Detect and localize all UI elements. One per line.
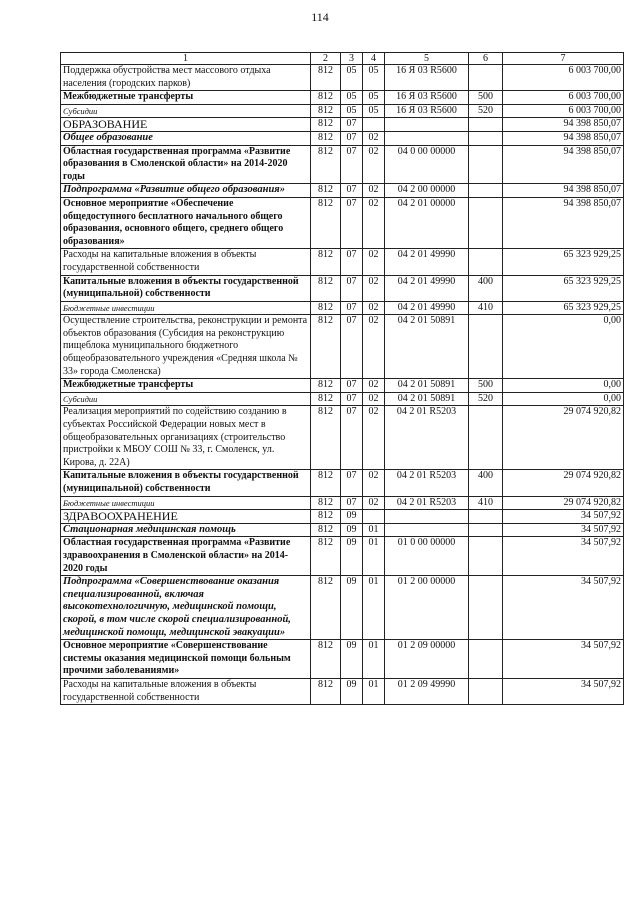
ministry-code-cell: 812 — [311, 184, 341, 198]
expense-type-cell: 410 — [469, 496, 503, 510]
target-article-cell: 01 0 00 00000 — [385, 537, 469, 576]
section-cell: 09 — [341, 537, 363, 576]
table-row — [61, 275, 624, 301]
section-cell: 09 — [341, 678, 363, 704]
ministry-code-cell: 812 — [311, 131, 341, 145]
row-name-cell: ЗДРАВООХРАНЕНИЕ — [61, 510, 311, 524]
table-row — [61, 184, 624, 198]
ministry-code-cell: 812 — [311, 118, 341, 132]
target-article-cell: 04 2 01 50891 — [385, 315, 469, 379]
table-row — [61, 496, 624, 510]
section-cell: 07 — [341, 379, 363, 393]
section-cell: 05 — [341, 65, 363, 91]
expense-type-cell: 400 — [469, 275, 503, 301]
row-name-cell: Областная государственная программа «Развитие образования в Смоленской области» на 2014-2020 годы — [61, 145, 311, 184]
row-name-cell: Областная государственная программа «Развитие здравоохранения в Смоленской области» на 2014-2020 годы — [61, 537, 311, 576]
header-col-3: 3 — [341, 53, 363, 65]
target-article-cell: 04 2 01 R5203 — [385, 496, 469, 510]
table-row — [61, 104, 624, 118]
section-cell: 05 — [341, 104, 363, 118]
section-cell: 07 — [341, 406, 363, 470]
amount-cell: 29 074 920,82 — [503, 496, 624, 510]
subsection-cell: 01 — [363, 537, 385, 576]
subsection-cell: 02 — [363, 249, 385, 275]
header-row — [61, 53, 624, 65]
subsection-cell — [363, 510, 385, 524]
ministry-code-cell: 812 — [311, 406, 341, 470]
subsection-cell: 02 — [363, 379, 385, 393]
amount-cell: 65 323 929,25 — [503, 301, 624, 315]
header-col-1: 1 — [61, 53, 311, 65]
section-cell: 07 — [341, 496, 363, 510]
table-row — [61, 537, 624, 576]
table-row — [61, 91, 624, 105]
amount-cell: 0,00 — [503, 315, 624, 379]
ministry-code-cell: 812 — [311, 197, 341, 248]
row-name-cell: Подпрограмма «Совершенствование оказания специализированной, включая высокотехнологичную, медицинской помощи, скорой, в том числе скорой специализированной, медицинской помощи, медицинской эвакуации» — [61, 576, 311, 640]
table-row — [61, 678, 624, 704]
amount-cell: 94 398 850,07 — [503, 145, 624, 184]
amount-cell: 94 398 850,07 — [503, 184, 624, 198]
section-cell: 09 — [341, 510, 363, 524]
header-col-4: 4 — [363, 53, 385, 65]
expense-type-cell — [469, 184, 503, 198]
row-name-cell: Субсидии — [61, 392, 311, 406]
expense-type-cell — [469, 576, 503, 640]
section-cell: 07 — [341, 197, 363, 248]
table-row — [61, 576, 624, 640]
subsection-cell: 05 — [363, 104, 385, 118]
expense-type-cell: 500 — [469, 379, 503, 393]
row-name-cell: Реализация мероприятий по содействию созданию в субъектах Российской Федерации новых мест в общеобразовательных организациях (строительство пристройки к МБОУ СОШ № 33, г. Смоленск, ул. Кирова, д. 22А) — [61, 406, 311, 470]
target-article-cell — [385, 510, 469, 524]
ministry-code-cell: 812 — [311, 249, 341, 275]
row-name-cell: Бюджетные инвестиции — [61, 301, 311, 315]
expense-type-cell: 500 — [469, 91, 503, 105]
subsection-cell: 05 — [363, 65, 385, 91]
row-name-cell: Основное мероприятие «Совершенствование системы оказания медицинской помощи больным прочими заболеваниями» — [61, 640, 311, 679]
expense-type-cell — [469, 510, 503, 524]
target-article-cell — [385, 523, 469, 537]
section-cell: 09 — [341, 576, 363, 640]
target-article-cell: 16 Я 03 R5600 — [385, 91, 469, 105]
ministry-code-cell: 812 — [311, 510, 341, 524]
subsection-cell: 02 — [363, 197, 385, 248]
expense-type-cell — [469, 523, 503, 537]
table-row — [61, 65, 624, 91]
target-article-cell: 04 2 00 00000 — [385, 184, 469, 198]
table-row — [61, 392, 624, 406]
row-name-cell: Межбюджетные трансферты — [61, 91, 311, 105]
expense-type-cell: 410 — [469, 301, 503, 315]
target-article-cell: 04 2 01 50891 — [385, 379, 469, 393]
subsection-cell: 01 — [363, 576, 385, 640]
row-name-cell: ОБРАЗОВАНИЕ — [61, 118, 311, 132]
subsection-cell: 02 — [363, 496, 385, 510]
subsection-cell: 05 — [363, 91, 385, 105]
ministry-code-cell: 812 — [311, 65, 341, 91]
subsection-cell: 02 — [363, 301, 385, 315]
table-row — [61, 315, 624, 379]
expense-type-cell: 400 — [469, 470, 503, 496]
section-cell: 07 — [341, 131, 363, 145]
expense-type-cell — [469, 315, 503, 379]
expense-type-cell — [469, 118, 503, 132]
amount-cell: 6 003 700,00 — [503, 104, 624, 118]
ministry-code-cell: 812 — [311, 537, 341, 576]
section-cell: 07 — [341, 118, 363, 132]
expense-type-cell — [469, 131, 503, 145]
ministry-code-cell: 812 — [311, 496, 341, 510]
subsection-cell: 02 — [363, 131, 385, 145]
row-name-cell: Субсидии — [61, 104, 311, 118]
subsection-cell: 02 — [363, 315, 385, 379]
amount-cell: 34 507,92 — [503, 537, 624, 576]
amount-cell: 34 507,92 — [503, 678, 624, 704]
row-name-cell: Капитальные вложения в объекты государственной (муниципальной) собственности — [61, 470, 311, 496]
section-cell: 09 — [341, 640, 363, 679]
table-row — [61, 379, 624, 393]
target-article-cell: 04 2 01 50891 — [385, 392, 469, 406]
ministry-code-cell: 812 — [311, 576, 341, 640]
table-row — [61, 523, 624, 537]
row-name-cell: Расходы на капитальные вложения в объекты государственной собственности — [61, 249, 311, 275]
ministry-code-cell: 812 — [311, 470, 341, 496]
ministry-code-cell: 812 — [311, 145, 341, 184]
target-article-cell: 16 Я 03 R5600 — [385, 65, 469, 91]
target-article-cell: 04 2 01 00000 — [385, 197, 469, 248]
subsection-cell — [363, 118, 385, 132]
ministry-code-cell: 812 — [311, 678, 341, 704]
table-row — [61, 510, 624, 524]
header-col-5: 5 — [385, 53, 469, 65]
expense-type-cell: 520 — [469, 392, 503, 406]
ministry-code-cell: 812 — [311, 91, 341, 105]
row-name-cell: Поддержка обустройства мест массового отдыха населения (городских парков) — [61, 65, 311, 91]
expense-type-cell — [469, 65, 503, 91]
section-cell: 07 — [341, 145, 363, 184]
target-article-cell: 01 2 09 00000 — [385, 640, 469, 679]
expense-type-cell — [469, 406, 503, 470]
table-row — [61, 640, 624, 679]
expense-type-cell — [469, 537, 503, 576]
amount-cell: 6 003 700,00 — [503, 91, 624, 105]
amount-cell: 94 398 850,07 — [503, 197, 624, 248]
ministry-code-cell: 812 — [311, 301, 341, 315]
header-col-7: 7 — [503, 53, 624, 65]
row-name-cell: Расходы на капитальные вложения в объекты государственной собственности — [61, 678, 311, 704]
row-name-cell: Стационарная медицинская помощь — [61, 523, 311, 537]
subsection-cell: 02 — [363, 275, 385, 301]
target-article-cell — [385, 118, 469, 132]
expense-type-cell: 520 — [469, 104, 503, 118]
target-article-cell: 04 2 01 R5203 — [385, 470, 469, 496]
section-cell: 07 — [341, 315, 363, 379]
amount-cell: 0,00 — [503, 379, 624, 393]
ministry-code-cell: 812 — [311, 275, 341, 301]
amount-cell: 65 323 929,25 — [503, 275, 624, 301]
ministry-code-cell: 812 — [311, 315, 341, 379]
header-col-2: 2 — [311, 53, 341, 65]
section-cell: 07 — [341, 184, 363, 198]
target-article-cell: 16 Я 03 R5600 — [385, 104, 469, 118]
header-col-6: 6 — [469, 53, 503, 65]
table-row — [61, 197, 624, 248]
budget-table — [60, 52, 624, 705]
amount-cell: 94 398 850,07 — [503, 131, 624, 145]
target-article-cell: 04 2 01 49990 — [385, 301, 469, 315]
amount-cell: 94 398 850,07 — [503, 118, 624, 132]
table-row — [61, 131, 624, 145]
row-name-cell: Общее образование — [61, 131, 311, 145]
ministry-code-cell: 812 — [311, 379, 341, 393]
expense-type-cell — [469, 197, 503, 248]
subsection-cell: 02 — [363, 145, 385, 184]
table-row — [61, 406, 624, 470]
section-cell: 07 — [341, 392, 363, 406]
section-cell: 07 — [341, 470, 363, 496]
expense-type-cell — [469, 249, 503, 275]
table-row — [61, 301, 624, 315]
target-article-cell: 04 0 00 00000 — [385, 145, 469, 184]
row-name-cell: Основное мероприятие «Обеспечение общедоступного бесплатного начального общего образования, основного общего, среднего общего образования» — [61, 197, 311, 248]
amount-cell: 34 507,92 — [503, 576, 624, 640]
row-name-cell: Осуществление строительства, реконструкции и ремонта объектов образования (Субсидия на реконструкцию пищеблока муниципального бюджетного общеобразовательного учреждения «Средняя школа № 33» города Смоленска) — [61, 315, 311, 379]
amount-cell: 65 323 929,25 — [503, 249, 624, 275]
amount-cell: 34 507,92 — [503, 640, 624, 679]
target-article-cell — [385, 131, 469, 145]
expense-type-cell — [469, 678, 503, 704]
target-article-cell: 01 2 09 49990 — [385, 678, 469, 704]
amount-cell: 29 074 920,82 — [503, 406, 624, 470]
page-number: 114 — [311, 10, 329, 24]
ministry-code-cell: 812 — [311, 640, 341, 679]
section-cell: 07 — [341, 301, 363, 315]
row-name-cell: Межбюджетные трансферты — [61, 379, 311, 393]
section-cell: 05 — [341, 91, 363, 105]
target-article-cell: 01 2 00 00000 — [385, 576, 469, 640]
target-article-cell: 04 2 01 R5203 — [385, 406, 469, 470]
subsection-cell: 01 — [363, 640, 385, 679]
expense-type-cell — [469, 145, 503, 184]
ministry-code-cell: 812 — [311, 523, 341, 537]
subsection-cell: 02 — [363, 184, 385, 198]
section-cell: 07 — [341, 249, 363, 275]
expense-type-cell — [469, 640, 503, 679]
table-row — [61, 145, 624, 184]
ministry-code-cell: 812 — [311, 392, 341, 406]
amount-cell: 29 074 920,82 — [503, 470, 624, 496]
amount-cell: 6 003 700,00 — [503, 65, 624, 91]
subsection-cell: 01 — [363, 523, 385, 537]
table-row — [61, 249, 624, 275]
subsection-cell: 02 — [363, 406, 385, 470]
row-name-cell: Капитальные вложения в объекты государственной (муниципальной) собственности — [61, 275, 311, 301]
table-row — [61, 118, 624, 132]
table-row — [61, 470, 624, 496]
row-name-cell: Подпрограмма «Развитие общего образования» — [61, 184, 311, 198]
row-name-cell: Бюджетные инвестиции — [61, 496, 311, 510]
amount-cell: 34 507,92 — [503, 523, 624, 537]
amount-cell: 34 507,92 — [503, 510, 624, 524]
section-cell: 09 — [341, 523, 363, 537]
subsection-cell: 02 — [363, 470, 385, 496]
section-cell: 07 — [341, 275, 363, 301]
subsection-cell: 02 — [363, 392, 385, 406]
ministry-code-cell: 812 — [311, 104, 341, 118]
target-article-cell: 04 2 01 49990 — [385, 275, 469, 301]
target-article-cell: 04 2 01 49990 — [385, 249, 469, 275]
subsection-cell: 01 — [363, 678, 385, 704]
amount-cell: 0,00 — [503, 392, 624, 406]
